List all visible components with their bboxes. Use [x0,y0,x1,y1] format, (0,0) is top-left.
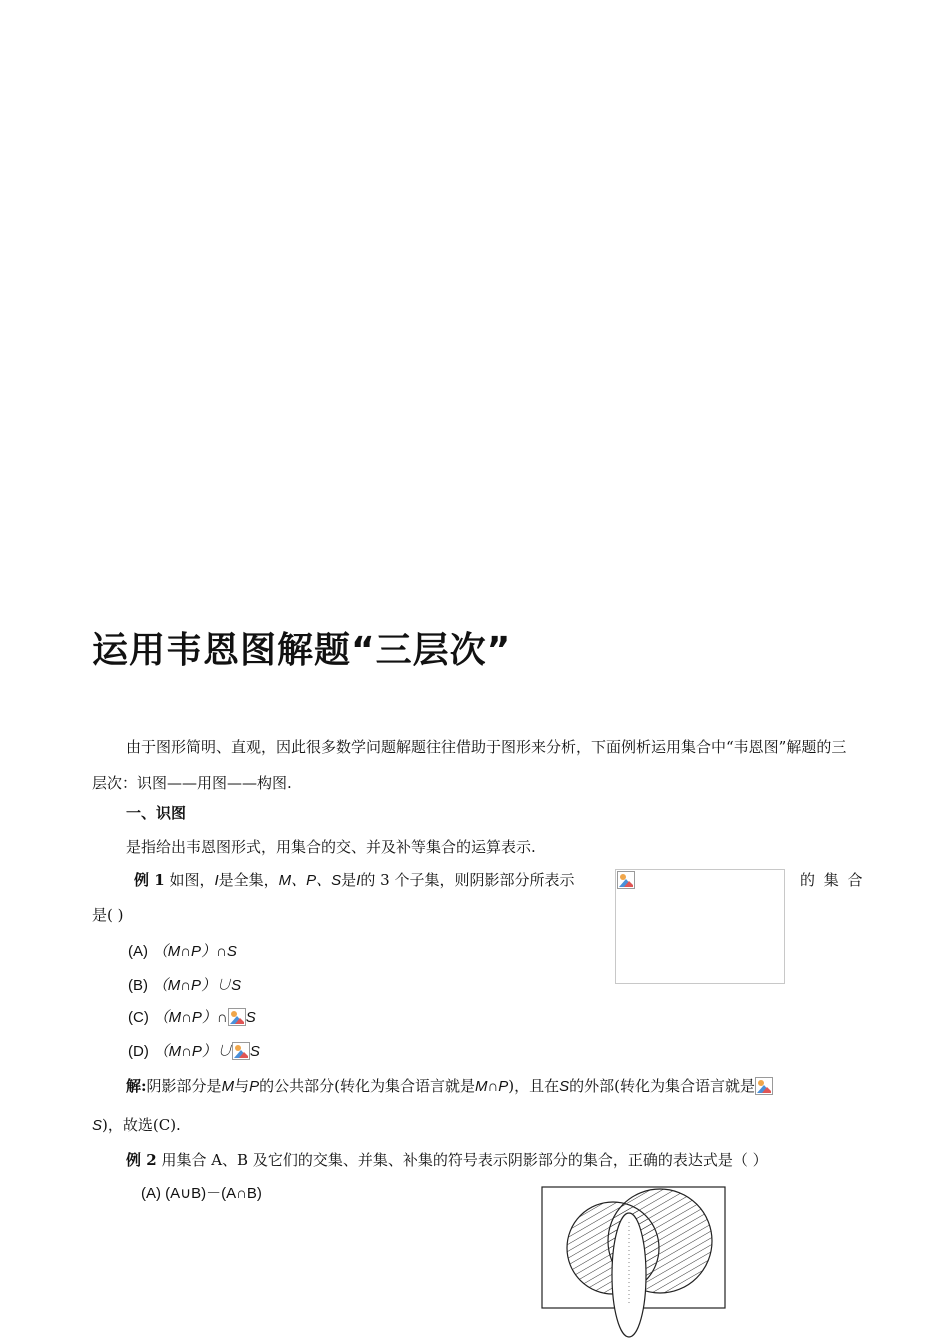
solution1-line1: 解:阴影部分是M与P的公共部分(转化为集合语言就是M∩P)，且在S的外部(转化为集合语言就是 [126,1075,773,1098]
example1-option-a: (A) （M∩P）∩S [128,943,237,960]
example1-figure-placeholder [615,869,785,984]
example1-line1: 例 1 如图，I是全集，M、P、S是I的 3 个子集，则阴影部分所表示 [134,871,575,889]
solution-label: 解: [126,1077,147,1095]
example2-venn-diagram [540,1184,730,1342]
broken-image-icon [617,871,635,889]
section-description: 是指给出韦恩图形式，用集合的交、并及补等集合的运算表示. [126,838,536,856]
document-title: 运用韦恩图解题“三层次” [92,630,512,671]
example1-option-c: (C) （M∩P）∩ S [128,1009,256,1026]
example1-option-d: (D) （M∩P）∪ S [128,1043,260,1060]
example2-line1: 例 2 用集合 A、B 及它们的交集、并集、补集的符号表示阴影部分的集合，正确的表达式是（ ） [126,1151,768,1169]
complement-symbol-image-icon [228,1008,246,1026]
example1-option-b: (B) （M∩P）∪S [128,977,242,994]
example1-label: 例 1 [134,871,165,889]
example1-line1-end: 的 集 合 [800,871,865,889]
example1-line2: 是( ) [92,906,124,924]
example2-label: 例 2 [126,1151,157,1169]
example2-option-a: (A) (A∪B)－(A∩B) [141,1185,262,1202]
complement-symbol-image-icon [232,1042,250,1060]
solution1-line2: S)，故选(C). [92,1116,181,1134]
section-heading-recognize: 一、识图 [126,804,187,822]
intro-paragraph: 由于图形简明、直观，因此很多数学问题解题往往借助于图形来分析，下面例析运用集合中“韦恩图”解题的三层次：识图——用图——构图. [92,738,847,792]
complement-symbol-image-icon [755,1077,773,1095]
